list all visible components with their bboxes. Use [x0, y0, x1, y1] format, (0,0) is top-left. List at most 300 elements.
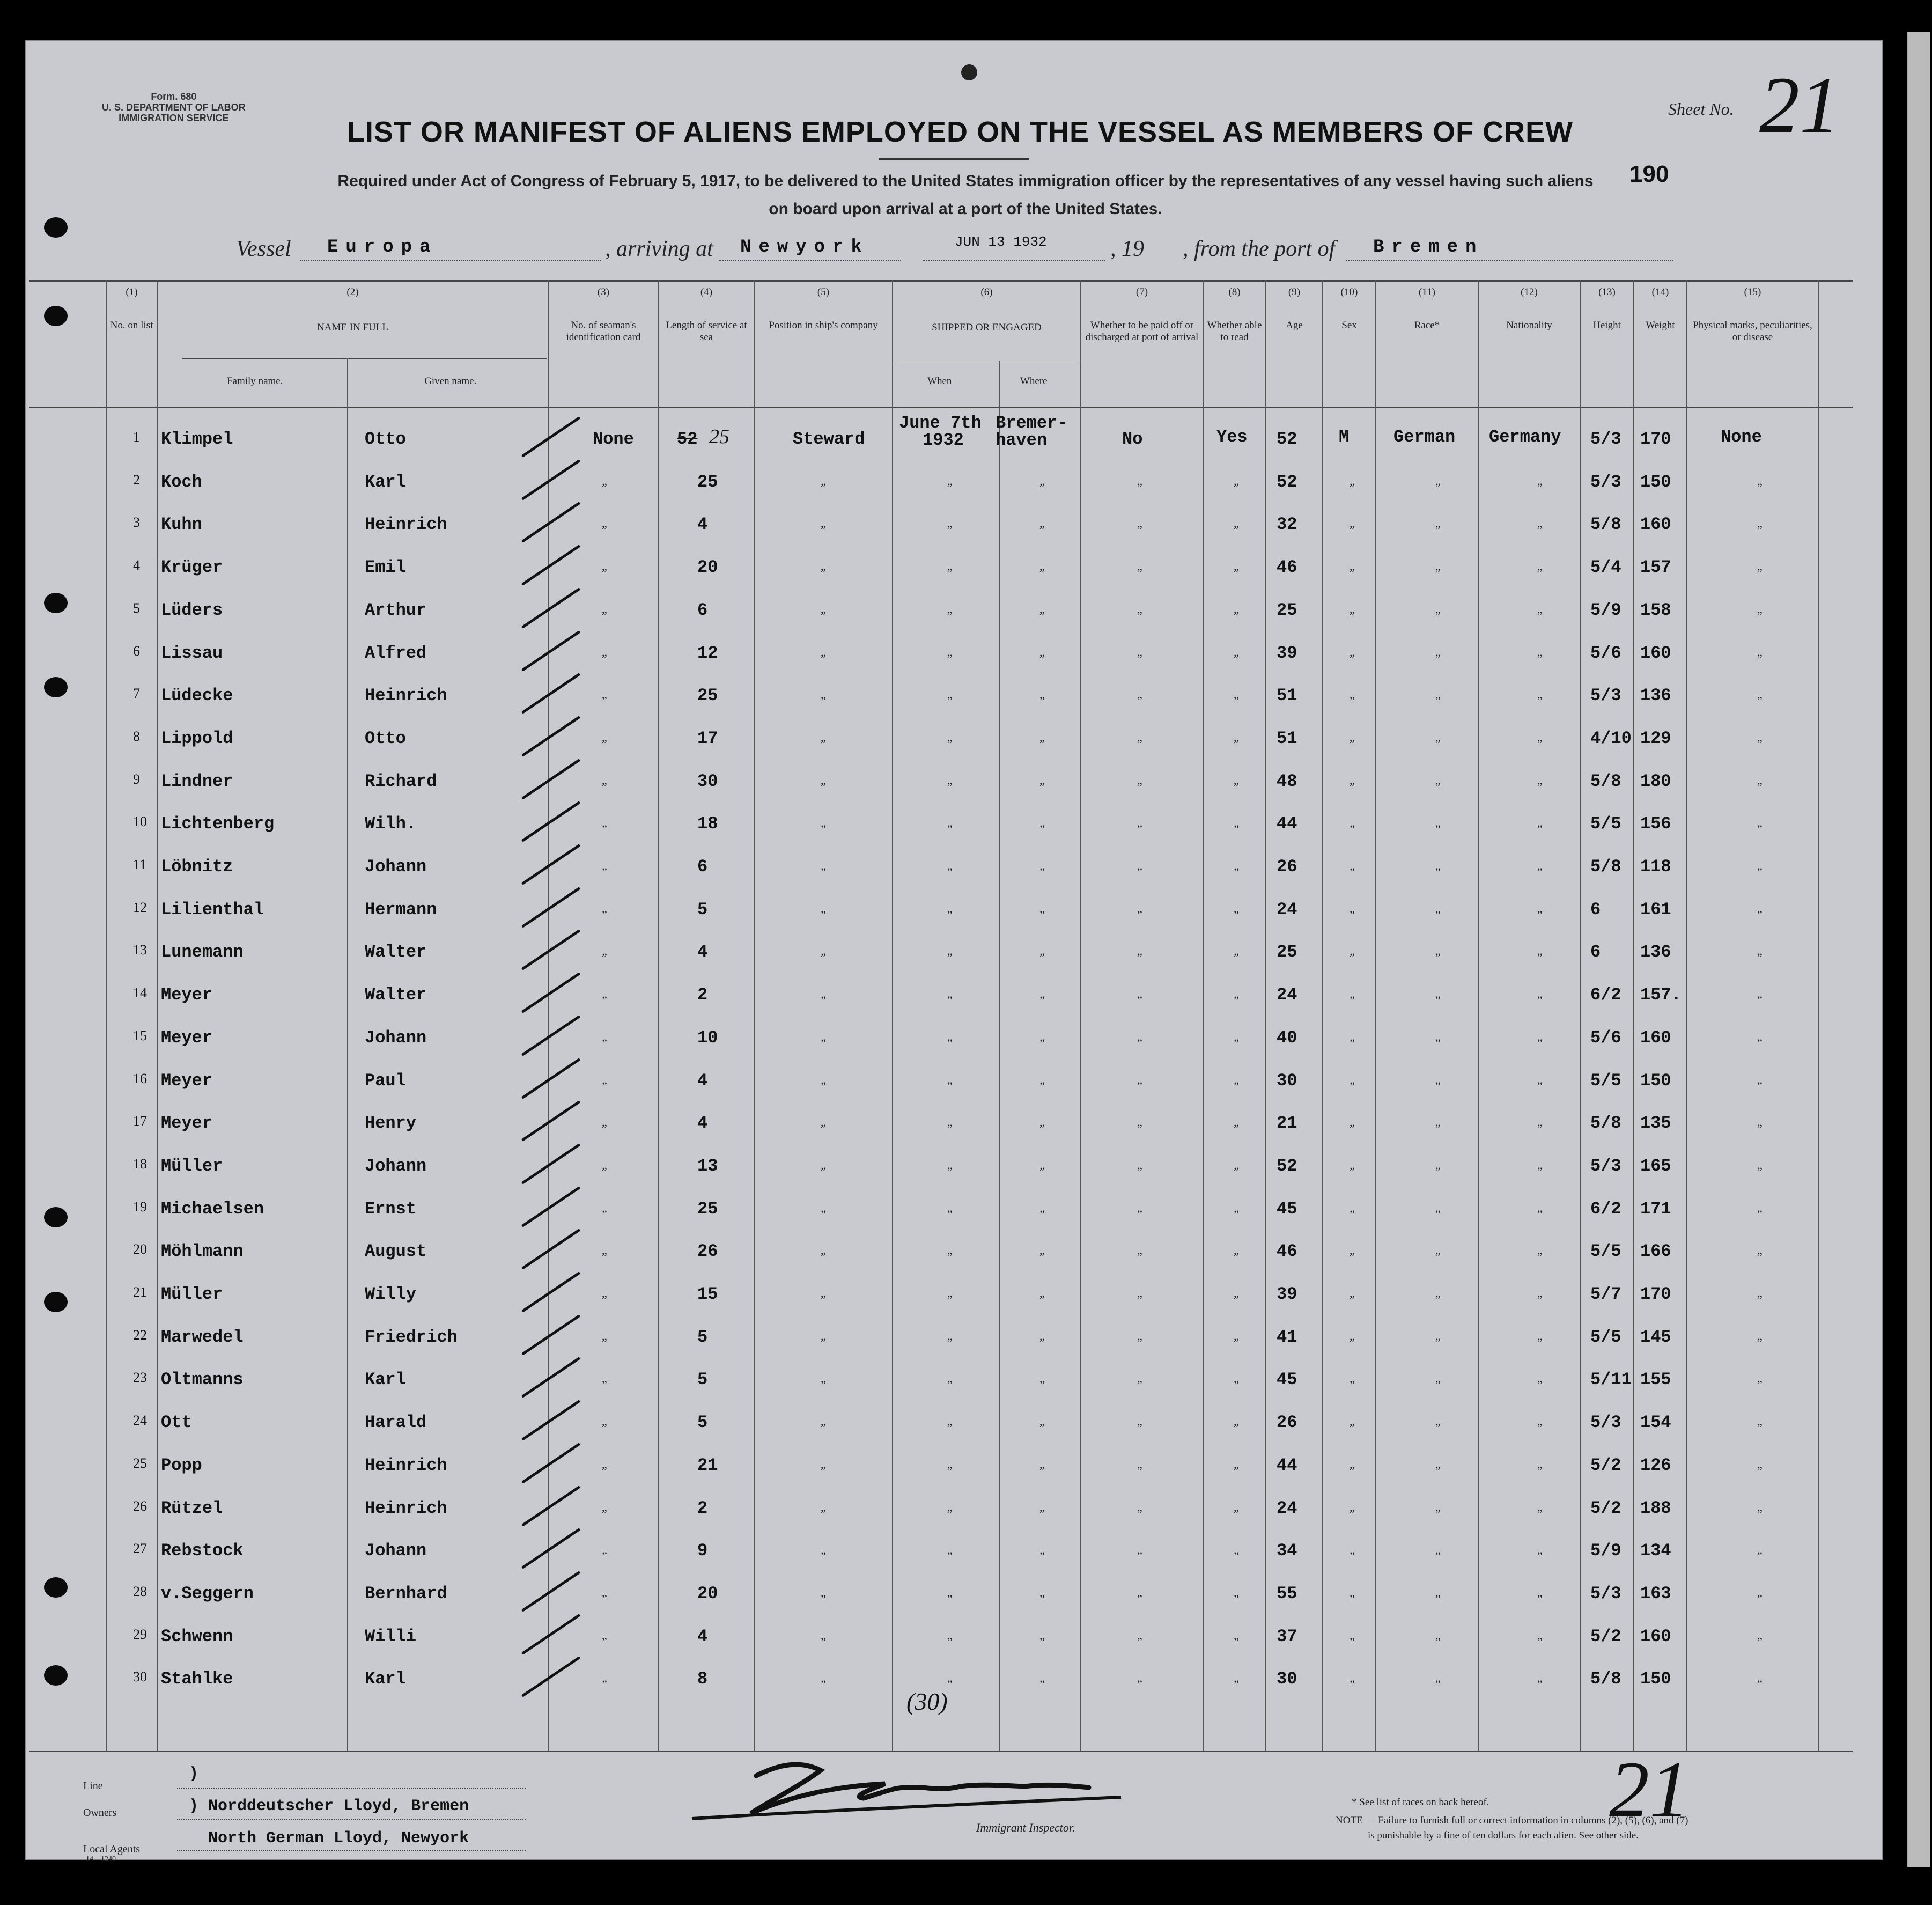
ditto-mark: „ [1234, 1671, 1239, 1685]
family-name: Ott [161, 1413, 192, 1432]
height-value: 5/3 [1590, 1156, 1621, 1176]
ditto-mark: „ [1350, 645, 1355, 659]
ditto-mark: „ [1757, 1244, 1763, 1257]
agents-dotline [177, 1850, 526, 1851]
ditto-mark: „ [947, 1543, 953, 1556]
weight-value: 155 [1640, 1370, 1671, 1389]
ditto-mark: „ [1039, 1671, 1045, 1685]
punch-hole [44, 306, 68, 326]
ditto-mark: „ [1350, 1372, 1355, 1385]
inspector-signature [660, 1754, 1142, 1829]
ditto-mark: „ [1757, 944, 1763, 958]
ditto-mark: „ [1137, 1286, 1142, 1300]
ditto-mark: „ [947, 859, 953, 872]
column-label: Physical marks, peculiarities, or disease [1693, 320, 1812, 343]
service-value: 6 [697, 600, 708, 620]
row-number: 13 [133, 942, 147, 958]
age-value: 24 [1277, 900, 1297, 920]
table-bottom-rule [29, 1751, 1853, 1752]
age-value: 32 [1277, 514, 1297, 534]
column-sublabel: Given name. [424, 376, 477, 387]
table-top-rule [29, 280, 1853, 282]
age-value: 30 [1277, 1071, 1297, 1091]
weight-value: 129 [1640, 729, 1671, 748]
height-value: 6 [1590, 942, 1601, 962]
column-number: (10) [1340, 286, 1358, 298]
ditto-mark: „ [1039, 1030, 1045, 1043]
sheet-no-value: 21 [1759, 61, 1840, 150]
ditto-mark: „ [1435, 1201, 1441, 1215]
ditto-mark: „ [1435, 1372, 1441, 1385]
height-value: 5/3 [1590, 1584, 1621, 1604]
ditto-mark: „ [821, 1372, 826, 1385]
table-header-rule [29, 407, 1853, 408]
height-value: 5/3 [1590, 1413, 1621, 1432]
ditto-mark: „ [947, 1158, 953, 1172]
ditto-mark: „ [1234, 1586, 1239, 1599]
ditto-mark: „ [1137, 560, 1142, 573]
ditto-mark: „ [1350, 1671, 1355, 1685]
column-label: Length of service at sea [666, 320, 747, 343]
weight-value: 161 [1640, 900, 1671, 920]
ditto-mark: „ [1537, 1286, 1543, 1300]
owners-dotline [177, 1819, 526, 1820]
ditto-mark: „ [821, 1073, 826, 1086]
ditto-mark: „ [1435, 944, 1441, 958]
given-name: Heinrich [365, 1498, 447, 1518]
line-bracket: ) [189, 1765, 199, 1783]
ditto-mark: „ [1137, 731, 1142, 744]
ditto-mark: „ [1234, 859, 1239, 872]
ditto-mark: „ [1234, 1115, 1239, 1129]
service-value: 8 [697, 1669, 708, 1689]
ditto-mark: „ [1234, 688, 1239, 701]
ditto-mark: „ [947, 688, 953, 701]
ditto-mark: „ [1137, 774, 1142, 787]
ditto-mark: „ [1234, 1201, 1239, 1215]
height-value: 5/2 [1590, 1498, 1621, 1518]
sheet-no-label: Sheet No. [1668, 99, 1734, 119]
ditto-mark: „ [821, 645, 826, 659]
ditto-mark: „ [1039, 688, 1045, 701]
ditto-mark: „ [947, 1458, 953, 1471]
ditto-mark: „ [1039, 1415, 1045, 1428]
ditto-mark: „ [1537, 1543, 1543, 1556]
service-value: 4 [697, 514, 708, 534]
ditto-mark: „ [947, 1115, 953, 1129]
ditto-mark: „ [1537, 816, 1543, 829]
ditto-mark: „ [1435, 1244, 1441, 1257]
ditto-mark: „ [1757, 1501, 1763, 1514]
ditto-mark: „ [1039, 1073, 1045, 1086]
ditto-mark: „ [1234, 560, 1239, 573]
family-name: Meyer [161, 985, 213, 1005]
punch-hole [44, 217, 68, 238]
ditto-mark: „ [1137, 688, 1142, 701]
ditto-mark: „ [821, 902, 826, 915]
ditto-mark: „ [1350, 1329, 1355, 1343]
row-number: 3 [133, 514, 140, 530]
from-port-label: , from the port of [1183, 237, 1336, 261]
weight-value: 135 [1640, 1113, 1671, 1133]
ditto-mark: „ [821, 1158, 826, 1172]
age-value: 44 [1277, 814, 1297, 834]
service-value: 5 [697, 1370, 708, 1389]
column-number: (5) [817, 286, 830, 298]
ditto-mark: „ [602, 517, 607, 530]
shipped-when-value: June 7th [899, 413, 982, 433]
ditto-mark: „ [1537, 517, 1543, 530]
ditto-mark: „ [821, 602, 826, 616]
ditto-mark: „ [821, 1586, 826, 1599]
ditto-mark: „ [1137, 987, 1142, 1001]
ditto-mark: „ [1350, 1073, 1355, 1086]
ditto-mark: „ [1435, 645, 1441, 659]
year-prefix-190: 190 [1629, 161, 1669, 187]
weight-value: 180 [1640, 771, 1671, 791]
height-value: 5/3 [1590, 686, 1621, 705]
height-value: 5/3 [1590, 472, 1621, 492]
ditto-mark: „ [1435, 1286, 1441, 1300]
line-dotline [177, 1788, 526, 1789]
ditto-mark: „ [1039, 1201, 1045, 1215]
ditto-mark: „ [602, 1244, 607, 1257]
family-name: Michaelsen [161, 1199, 264, 1219]
ditto-mark: „ [1137, 1372, 1142, 1385]
service-value: 4 [697, 942, 708, 962]
height-value: 5/3 [1590, 429, 1621, 449]
height-value: 5/6 [1590, 1028, 1621, 1048]
height-value: 5/11 [1590, 1370, 1632, 1389]
ditto-mark: „ [1137, 944, 1142, 958]
ditto-mark: „ [1757, 474, 1763, 488]
ditto-mark: „ [602, 944, 607, 958]
penalty-note [1336, 1813, 1818, 1843]
ditto-mark: „ [1757, 816, 1763, 829]
row-number: 11 [133, 857, 147, 872]
service-value: 18 [697, 814, 718, 834]
ditto-mark: „ [1537, 1501, 1543, 1514]
ditto-mark: „ [602, 816, 607, 829]
family-name: Lippold [161, 729, 233, 748]
row-number: 30 [133, 1669, 147, 1685]
ditto-mark: „ [1039, 1115, 1045, 1129]
ditto-mark: „ [1234, 1030, 1239, 1043]
given-name: Richard [365, 771, 437, 791]
local-agents-value: North German Lloyd, Newyork [208, 1829, 469, 1848]
given-name: Arthur [365, 600, 427, 620]
ditto-mark: „ [602, 645, 607, 659]
service-value: 13 [697, 1156, 718, 1176]
ditto-mark: „ [1757, 1415, 1763, 1428]
family-name: Lüders [161, 600, 223, 620]
local-agents-label: Local Agents [83, 1843, 141, 1855]
family-name: Koch [161, 472, 202, 492]
family-name: Lindner [161, 771, 233, 791]
ditto-mark: „ [602, 1671, 607, 1685]
family-name: Krüger [161, 557, 223, 577]
ditto-mark: „ [1039, 774, 1045, 787]
column-label: Whether able to read [1207, 320, 1262, 343]
ditto-mark: „ [1137, 517, 1142, 530]
ditto-mark: „ [821, 731, 826, 744]
vessel-dotline [300, 260, 601, 261]
ditto-mark: „ [1757, 1458, 1763, 1471]
race-value: German [1393, 427, 1456, 447]
ditto-mark: „ [602, 1158, 607, 1172]
ditto-mark: „ [1039, 602, 1045, 616]
ditto-mark: „ [947, 645, 953, 659]
ditto-mark: „ [947, 602, 953, 616]
family-name: Müller [161, 1156, 223, 1176]
column-label: NAME IN FULL [317, 322, 388, 333]
ditto-mark: „ [1234, 645, 1239, 659]
ditto-mark: „ [1137, 859, 1142, 872]
ditto-mark: „ [1039, 1158, 1045, 1172]
ditto-mark: „ [821, 1415, 826, 1428]
ditto-mark: „ [602, 474, 607, 488]
paid-off-value: No [1122, 429, 1143, 449]
height-value: 5/2 [1590, 1455, 1621, 1475]
row-number: 14 [133, 985, 147, 1001]
id-card-value: None [593, 429, 634, 449]
ditto-mark: „ [1757, 1629, 1763, 1642]
ditto-mark: „ [947, 560, 953, 573]
ditto-mark: „ [1039, 1501, 1045, 1514]
height-value: 5/8 [1590, 1113, 1621, 1133]
age-value: 25 [1277, 600, 1297, 620]
ditto-mark: „ [1350, 602, 1355, 616]
ditto-mark: „ [1234, 1415, 1239, 1428]
ditto-mark: „ [821, 859, 826, 872]
column-label: No. on list [110, 320, 153, 331]
ditto-mark: „ [1234, 602, 1239, 616]
ditto-mark: „ [1435, 560, 1441, 573]
ditto-mark: „ [1137, 474, 1142, 488]
given-name: Karl [365, 1669, 406, 1689]
row-number: 1 [133, 429, 140, 445]
service-value: 25 [697, 472, 718, 492]
ditto-mark: „ [821, 1244, 826, 1257]
ditto-mark: „ [1435, 859, 1441, 872]
ditto-mark: „ [1137, 1586, 1142, 1599]
ditto-mark: „ [1537, 474, 1543, 488]
family-name: Klimpel [161, 429, 233, 449]
ditto-mark: „ [947, 1629, 953, 1642]
ditto-mark: „ [947, 474, 953, 488]
column-sublabel: Where [1020, 376, 1048, 387]
ditto-mark: „ [1757, 1115, 1763, 1129]
ditto-mark: „ [602, 688, 607, 701]
ditto-mark: „ [1757, 1543, 1763, 1556]
column-number: (15) [1744, 286, 1761, 298]
service-value: 26 [697, 1241, 718, 1261]
ditto-mark: „ [1757, 1586, 1763, 1599]
ditto-mark: „ [1137, 1073, 1142, 1086]
ditto-mark: „ [1039, 859, 1045, 872]
ditto-mark: „ [1537, 1244, 1543, 1257]
punch-hole [44, 593, 68, 613]
family-name: Löbnitz [161, 857, 233, 877]
given-name: Walter [365, 942, 427, 962]
form-code: 14—1240 [86, 1855, 116, 1863]
ditto-mark: „ [1350, 1115, 1355, 1129]
family-name: Müller [161, 1284, 223, 1304]
ditto-mark: „ [947, 1586, 953, 1599]
column-number: (9) [1288, 286, 1301, 298]
ditto-mark: „ [1435, 1030, 1441, 1043]
form-no-text: Form. 680 [151, 91, 197, 102]
weight-value: 134 [1640, 1541, 1671, 1561]
row-number: 8 [133, 729, 140, 744]
service-value: 4 [697, 1113, 708, 1133]
given-name: Heinrich [365, 514, 447, 534]
height-value: 5/8 [1590, 857, 1621, 877]
height-value: 5/8 [1590, 771, 1621, 791]
weight-value: 136 [1640, 686, 1671, 705]
given-name: Wilh. [365, 814, 417, 834]
ditto-mark: „ [602, 859, 607, 872]
column-number: (12) [1521, 286, 1538, 298]
age-value: 25 [1277, 942, 1297, 962]
family-name: Meyer [161, 1071, 213, 1091]
service-value: 2 [697, 985, 708, 1005]
height-value: 5/5 [1590, 1071, 1621, 1091]
ditto-mark: „ [821, 1458, 826, 1471]
nationality-value: Germany [1489, 427, 1561, 447]
ditto-mark: „ [1435, 1458, 1441, 1471]
line-label: Line [83, 1780, 103, 1792]
service-value: 5 [697, 1413, 708, 1432]
family-name: Lissau [161, 643, 223, 663]
family-name: Möhlmann [161, 1241, 244, 1261]
column-sublabel: Family name. [227, 376, 283, 387]
ditto-mark: „ [1537, 1372, 1543, 1385]
family-name: Marwedel [161, 1327, 244, 1347]
service-value: 12 [697, 643, 718, 663]
arrival-date-stamp: JUN 13 1932 [955, 234, 1047, 250]
ditto-mark: „ [1537, 1201, 1543, 1215]
row-number: 27 [133, 1541, 147, 1556]
ditto-mark: „ [1435, 1586, 1441, 1599]
given-name: Johann [365, 1541, 427, 1561]
ditto-mark: „ [1137, 1030, 1142, 1043]
ditto-mark: „ [1350, 1458, 1355, 1471]
given-name: Friedrich [365, 1327, 458, 1347]
ditto-mark: „ [1757, 602, 1763, 616]
ditto-mark: „ [821, 517, 826, 530]
ditto-mark: „ [1435, 1415, 1441, 1428]
ditto-mark: „ [1757, 902, 1763, 915]
column-number: (6) [980, 286, 993, 298]
ditto-mark: „ [1137, 1458, 1142, 1471]
ditto-mark: „ [947, 1415, 953, 1428]
weight-value: 160 [1640, 514, 1671, 534]
ditto-mark: „ [1435, 1158, 1441, 1172]
ditto-mark: „ [1350, 560, 1355, 573]
row-number: 19 [133, 1199, 147, 1215]
service-value: 2 [697, 1498, 708, 1518]
ditto-mark: „ [1234, 944, 1239, 958]
ditto-mark: „ [1234, 816, 1239, 829]
age-value: 41 [1277, 1327, 1297, 1347]
ditto-mark: „ [821, 944, 826, 958]
given-name: August [365, 1241, 427, 1261]
races-note: * See list of races on back hereof. [1352, 1797, 1489, 1808]
weight-value: 157. [1640, 985, 1682, 1005]
height-value: 5/5 [1590, 1327, 1621, 1347]
weight-value: 150 [1640, 472, 1671, 492]
shipped-where-suffix: haven [996, 430, 1048, 450]
ditto-mark: „ [947, 1244, 953, 1257]
ditto-mark: „ [1039, 474, 1045, 488]
ditto-mark: „ [1435, 602, 1441, 616]
weight-value: 165 [1640, 1156, 1671, 1176]
service-value: 17 [697, 729, 718, 748]
ditto-mark: „ [1757, 859, 1763, 872]
ditto-mark: „ [1137, 902, 1142, 915]
column-number: (4) [700, 286, 713, 298]
age-value: 55 [1277, 1584, 1297, 1604]
ditto-mark: „ [821, 1629, 826, 1642]
ditto-mark: „ [1757, 1372, 1763, 1385]
ditto-mark: „ [947, 1030, 953, 1043]
ditto-mark: „ [1537, 774, 1543, 787]
ditto-mark: „ [1537, 1030, 1543, 1043]
ditto-mark: „ [1137, 602, 1142, 616]
ditto-mark: „ [947, 902, 953, 915]
ditto-mark: „ [1537, 944, 1543, 958]
ditto-mark: „ [602, 774, 607, 787]
age-value: 48 [1277, 771, 1297, 791]
age-value: 34 [1277, 1541, 1297, 1561]
height-value: 5/6 [1590, 643, 1621, 663]
ditto-mark: „ [1537, 560, 1543, 573]
ditto-mark: „ [947, 731, 953, 744]
ditto-mark: „ [602, 1030, 607, 1043]
given-name: Hermann [365, 900, 437, 920]
height-value: 5/8 [1590, 1669, 1621, 1689]
ditto-mark: „ [602, 560, 607, 573]
penalty-note-line-2: is punishable by a fine of ten dollars for each alien. See other side. [1368, 1830, 1639, 1841]
given-name: Walter [365, 985, 427, 1005]
service-struck-value: 52 [677, 429, 698, 449]
given-name: Paul [365, 1071, 406, 1091]
ditto-mark: „ [1234, 1286, 1239, 1300]
row-number: 25 [133, 1455, 147, 1471]
ditto-mark: „ [1350, 1501, 1355, 1514]
ditto-mark: „ [1137, 1201, 1142, 1215]
from-dotline [1346, 260, 1673, 261]
ditto-mark: „ [1234, 1073, 1239, 1086]
ditto-mark: „ [1234, 902, 1239, 915]
family-name: Meyer [161, 1113, 213, 1133]
ditto-mark: „ [1757, 517, 1763, 530]
ditto-mark: „ [821, 1543, 826, 1556]
column-number: (14) [1651, 286, 1669, 298]
ditto-mark: „ [1039, 731, 1045, 744]
row-number: 26 [133, 1498, 147, 1514]
row-number: 5 [133, 600, 140, 616]
year-label: , 19 [1110, 237, 1144, 261]
weight-value: 188 [1640, 1498, 1671, 1518]
ditto-mark: „ [947, 944, 953, 958]
ditto-mark: „ [821, 1329, 826, 1343]
ditto-mark: „ [1537, 1073, 1543, 1086]
service-value: 25 [709, 425, 729, 448]
age-value: 44 [1277, 1455, 1297, 1475]
ditto-mark: „ [1537, 1115, 1543, 1129]
